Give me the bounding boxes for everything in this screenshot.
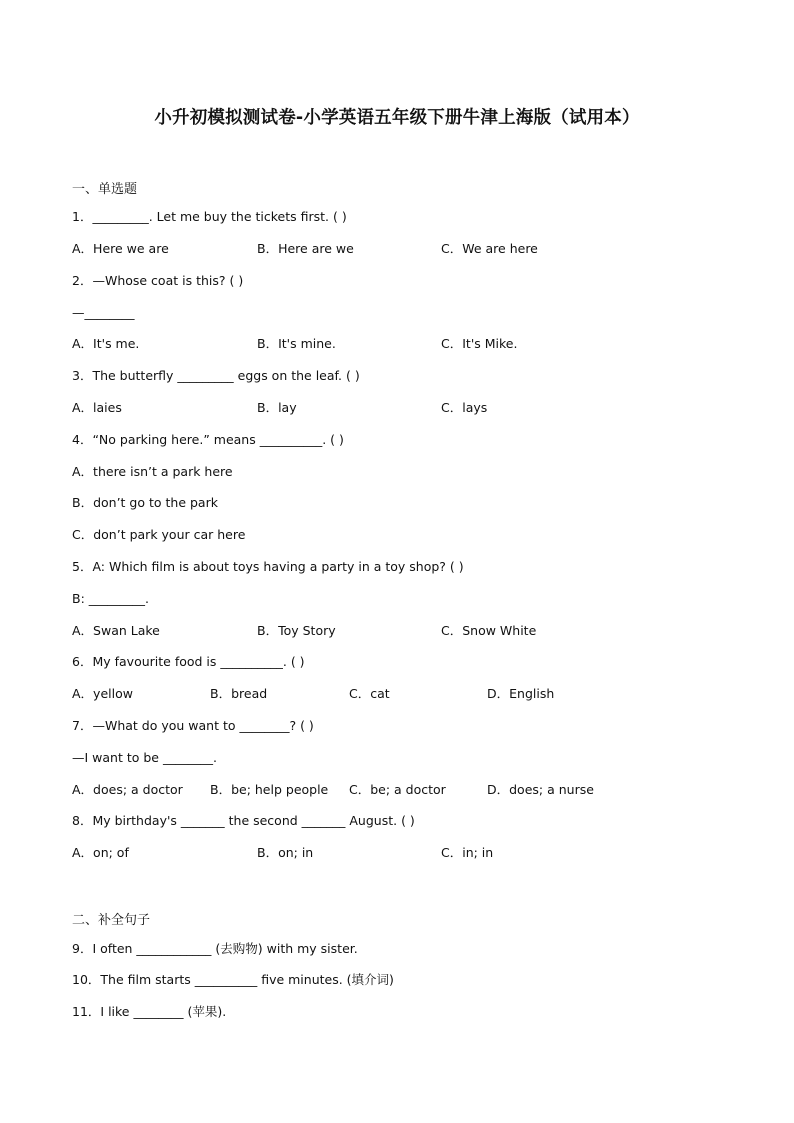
question-3-option-c: C．lays: [441, 400, 488, 415]
question-7-stem: 7．—What do you want to ________? ( ): [72, 718, 314, 733]
question-10: 10．The film starts __________ five minutes. (填介词): [72, 972, 394, 987]
question-1-stem: 1．_________. Let me buy the tickets first. ( ): [72, 209, 347, 224]
question-8-option-c: C．in; in: [441, 845, 494, 860]
question-6-stem: 6．My favourite food is __________. ( ): [72, 654, 305, 669]
question-5-option-a: A．Swan Lake: [72, 623, 160, 638]
question-2-stem: 2．—Whose coat is this? ( ): [72, 273, 244, 288]
page-title: 小升初模拟测试卷-小学英语五年级下册牛津上海版（试用本）: [154, 108, 640, 128]
question-4-option-c: C．don’t park your car here: [72, 527, 246, 542]
section-heading-single-choice: 一、单选题: [72, 182, 138, 197]
question-5-answer-line: B: _________.: [72, 591, 149, 606]
question-11: 11．I like ________ (苹果).: [72, 1004, 227, 1019]
section-heading-complete-sentences: 二、补全句子: [72, 913, 151, 928]
question-4-stem: 4．“No parking here.” means __________. ( ): [72, 432, 344, 447]
question-6-option-c: C．cat: [349, 686, 390, 701]
question-4-option-b: B．don’t go to the park: [72, 495, 218, 510]
question-6-option-b: B．bread: [210, 686, 268, 701]
question-7-option-c: C．be; a doctor: [349, 782, 446, 797]
question-3-stem: 3．The butterfly _________ eggs on the leaf. ( ): [72, 368, 360, 383]
question-6-option-a: A．yellow: [72, 686, 133, 701]
question-7-answer-line: —I want to be ________.: [72, 750, 217, 765]
question-1-option-b: B．Here are we: [257, 241, 354, 256]
question-2-option-c: C．It's Mike.: [441, 336, 518, 351]
question-1-option-c: C．We are here: [441, 241, 538, 256]
question-5-stem: 5．A: Which film is about toys having a party in a toy shop? ( ): [72, 559, 464, 574]
question-2-option-a: A．It's me.: [72, 336, 140, 351]
question-6-option-d: D．English: [487, 686, 555, 701]
question-5-option-c: C．Snow White: [441, 623, 537, 638]
question-2-answer-line: —________: [72, 305, 135, 320]
question-2-option-b: B．It's mine.: [257, 336, 336, 351]
question-5-option-b: B．Toy Story: [257, 623, 336, 638]
question-1-option-a: A．Here we are: [72, 241, 169, 256]
question-3-option-a: A．laies: [72, 400, 122, 415]
question-8-option-b: B．on; in: [257, 845, 314, 860]
question-4-option-a: A．there isn’t a park here: [72, 464, 233, 479]
question-7-option-a: A．does; a doctor: [72, 782, 183, 797]
question-8-stem: 8．My birthday's _______ the second _______ August. ( ): [72, 813, 415, 828]
question-3-option-b: B．lay: [257, 400, 297, 415]
question-8-option-a: A．on; of: [72, 845, 129, 860]
question-9: 9．I often ____________ (去购物) with my sister.: [72, 941, 358, 956]
question-7-option-b: B．be; help people: [210, 782, 329, 797]
question-7-option-d: D．does; a nurse: [487, 782, 594, 797]
